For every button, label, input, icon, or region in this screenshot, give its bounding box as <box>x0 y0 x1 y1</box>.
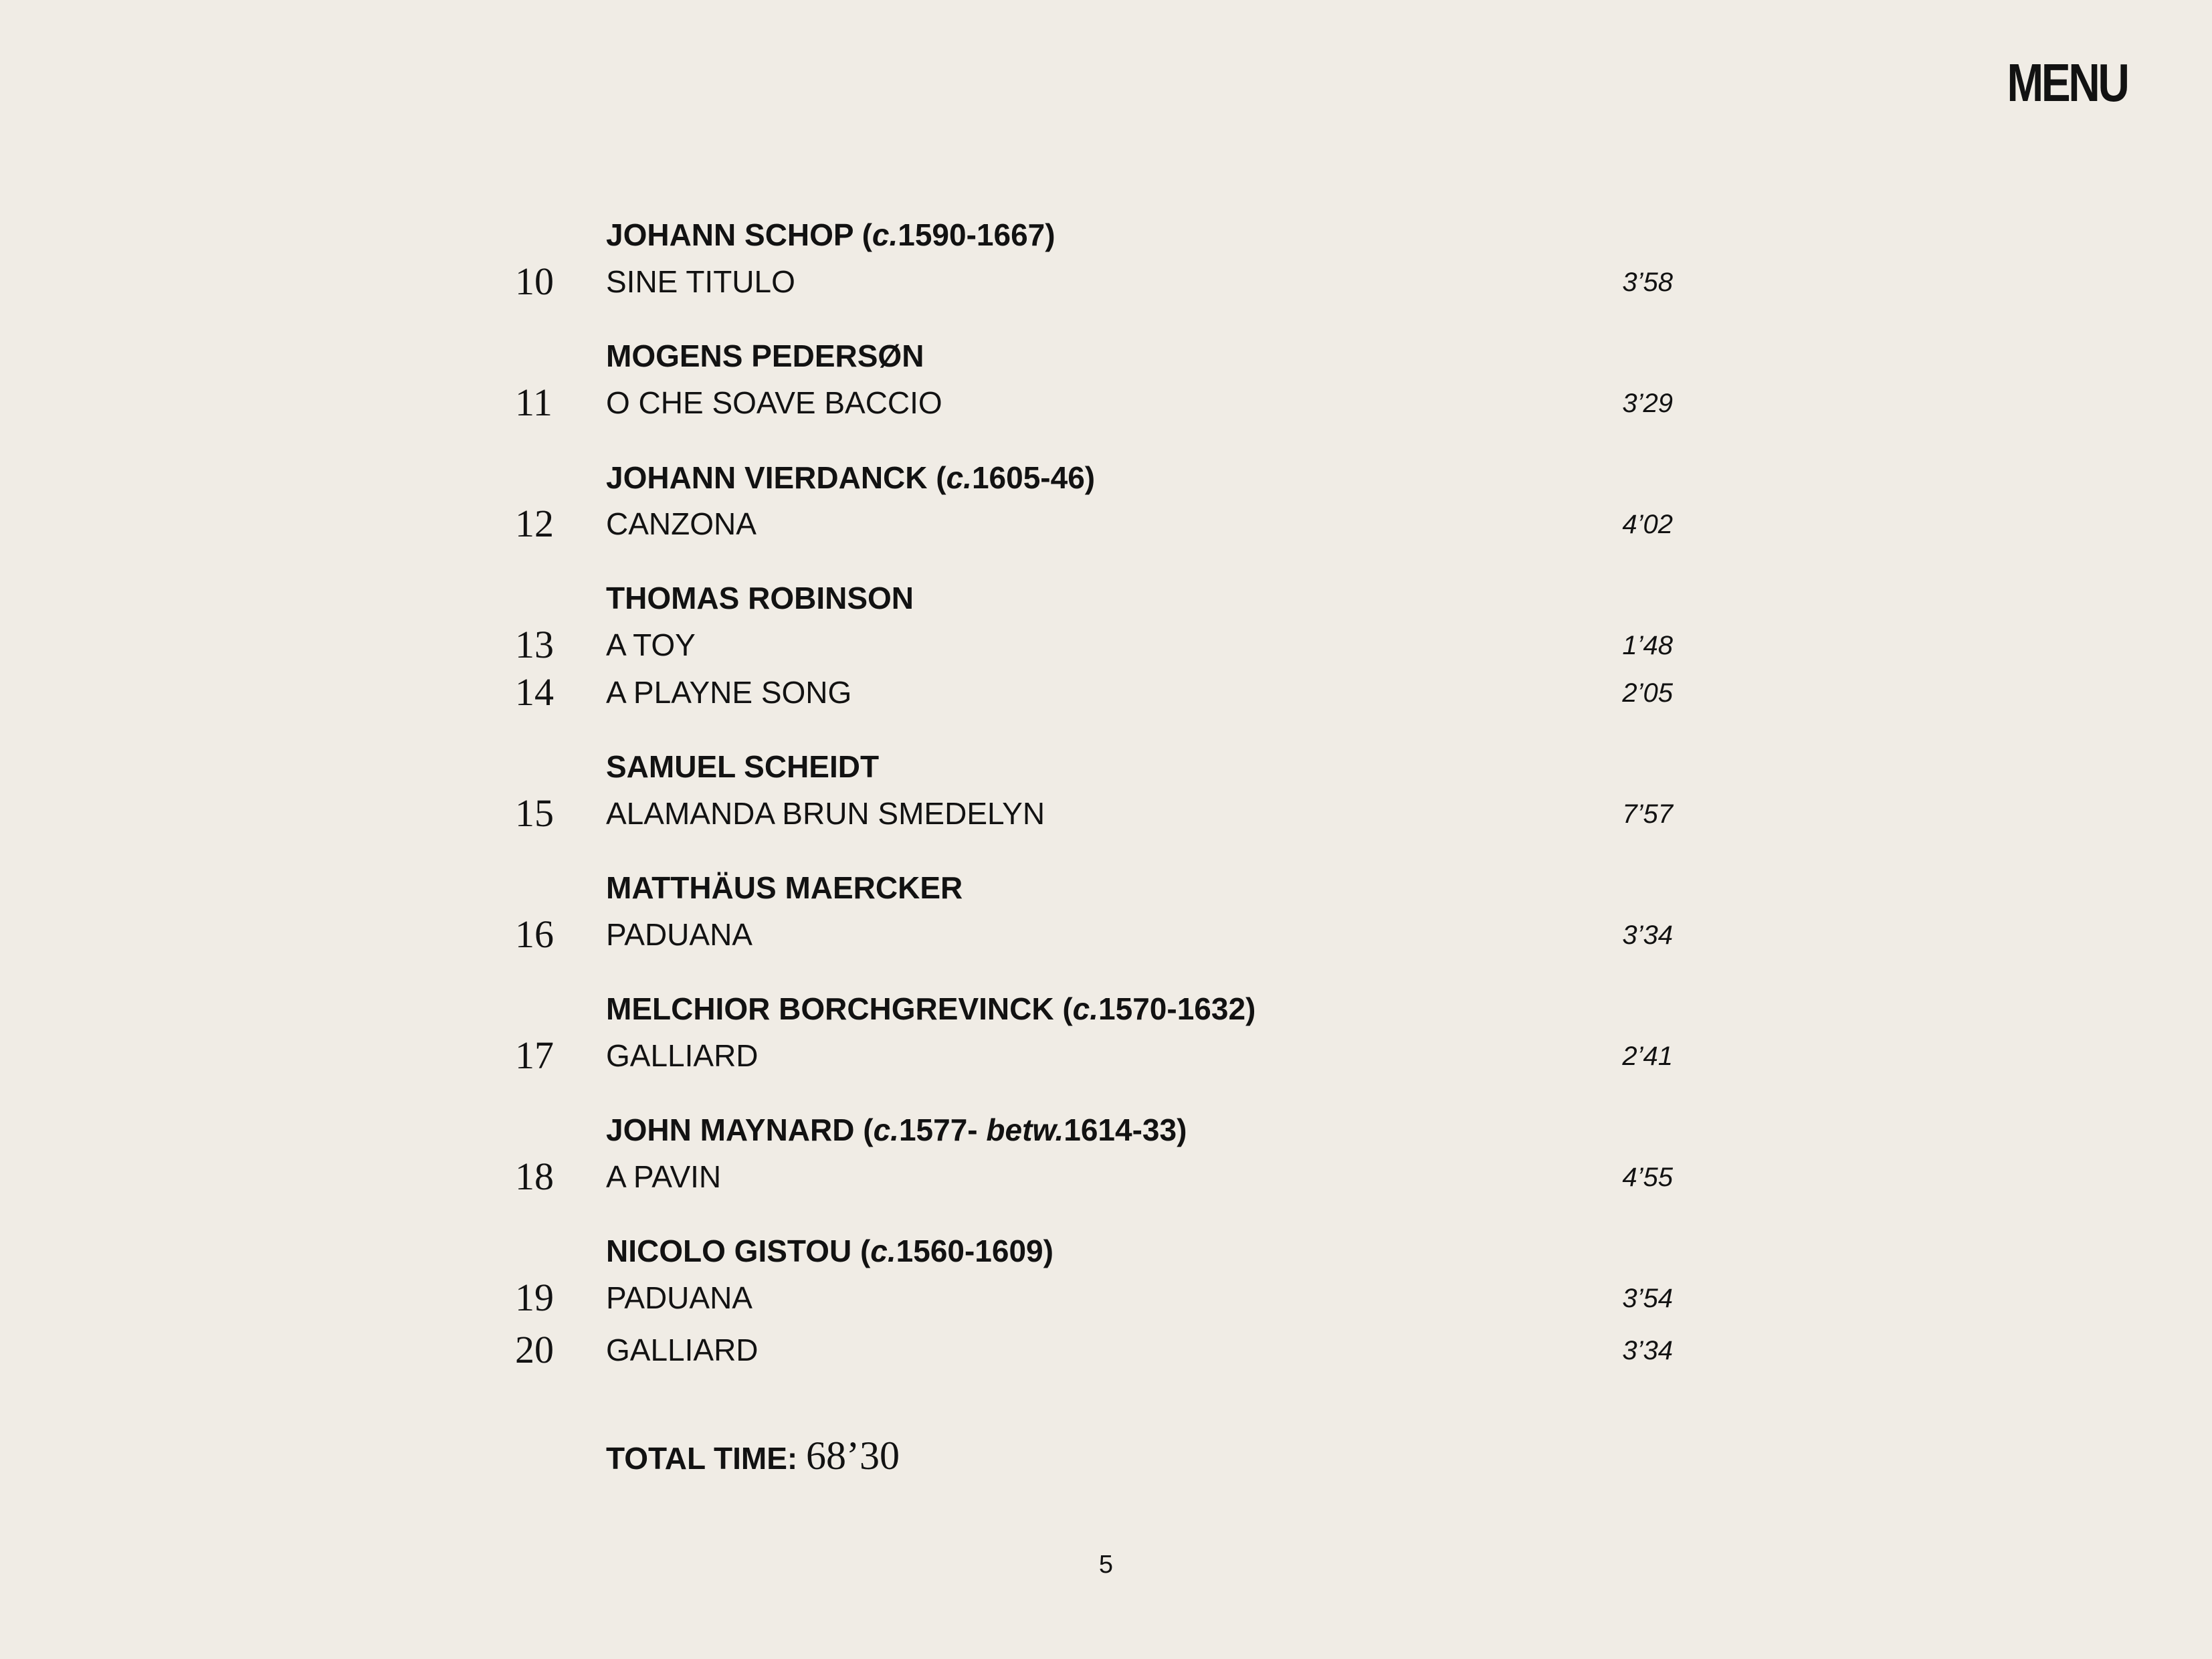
track-number: 10 <box>515 260 554 303</box>
track-number: 11 <box>515 381 552 424</box>
track-row[interactable] <box>0 1155 2212 1201</box>
page-number: 5 <box>1098 1551 1114 1579</box>
track-title: GALLIARD <box>606 1038 759 1073</box>
composer-name: MATTHÄUS MAERCKER <box>606 870 963 905</box>
track-number: 20 <box>515 1328 554 1371</box>
track-number: 17 <box>515 1034 554 1077</box>
track-duration: 3’34 <box>1622 1336 1673 1365</box>
composer-name: NICOLO GISTOU (c.1560-1609) <box>606 1234 1053 1268</box>
track-row[interactable] <box>0 1034 2212 1080</box>
track-duration: 2’41 <box>1622 1042 1673 1071</box>
track-row[interactable] <box>0 260 2212 306</box>
track-title: ALAMANDA BRUN SMEDELYN <box>606 796 1045 831</box>
track-row[interactable] <box>0 912 2212 959</box>
track-row[interactable] <box>0 1276 2212 1323</box>
track-duration: 3’29 <box>1622 389 1673 418</box>
track-row[interactable] <box>0 670 2212 717</box>
composer-name: JOHN MAYNARD (c.1577- betw.1614-33) <box>606 1112 1187 1147</box>
composer-name: MOGENS PEDERSØN <box>606 338 924 373</box>
track-duration: 4’55 <box>1622 1163 1673 1192</box>
track-title: A PAVIN <box>606 1159 722 1194</box>
track-row[interactable] <box>0 1328 2212 1375</box>
track-number: 15 <box>515 791 554 835</box>
track-number: 16 <box>515 912 554 956</box>
track-duration: 4’02 <box>1622 510 1673 539</box>
track-number: 18 <box>515 1155 554 1198</box>
track-title: PADUANA <box>606 1280 752 1315</box>
track-duration: 7’57 <box>1622 799 1673 829</box>
track-title: A PLAYNE SONG <box>606 675 852 710</box>
track-number: 13 <box>515 623 554 666</box>
track-title: GALLIARD <box>606 1333 759 1367</box>
total-time-label: TOTAL TIME: <box>606 1441 806 1476</box>
track-title: SINE TITULO <box>606 264 795 299</box>
track-row[interactable] <box>0 381 2212 427</box>
track-number: 14 <box>515 670 554 714</box>
track-row[interactable] <box>0 623 2212 670</box>
track-title: PADUANA <box>606 917 752 952</box>
track-title: A TOY <box>606 627 696 662</box>
composer-name: JOHANN VIERDANCK (c.1605-46) <box>606 460 1096 495</box>
composer-name: MELCHIOR BORCHGREVINCK (c.1570-1632) <box>606 991 1256 1026</box>
track-title: O CHE SOAVE BACCIO <box>606 385 942 420</box>
track-duration: 3’54 <box>1622 1284 1673 1313</box>
track-duration: 3’58 <box>1622 268 1673 297</box>
composer-name: SAMUEL SCHEIDT <box>606 749 880 784</box>
menu-button[interactable]: MENU <box>2007 53 2128 112</box>
total-time <box>606 1436 900 1476</box>
composer-name: THOMAS ROBINSON <box>606 581 914 615</box>
track-duration: 1’48 <box>1622 631 1673 660</box>
track-row[interactable] <box>0 791 2212 838</box>
track-duration: 2’05 <box>1622 678 1673 708</box>
composer-name: JOHANN SCHOP (c.1590-1667) <box>606 217 1055 252</box>
track-number: 19 <box>515 1276 554 1319</box>
track-title: CANZONA <box>606 506 757 541</box>
total-time-value: 68’30 <box>805 1434 900 1478</box>
track-duration: 3’34 <box>1622 920 1673 950</box>
track-number: 12 <box>515 502 554 545</box>
track-row[interactable] <box>0 502 2212 549</box>
